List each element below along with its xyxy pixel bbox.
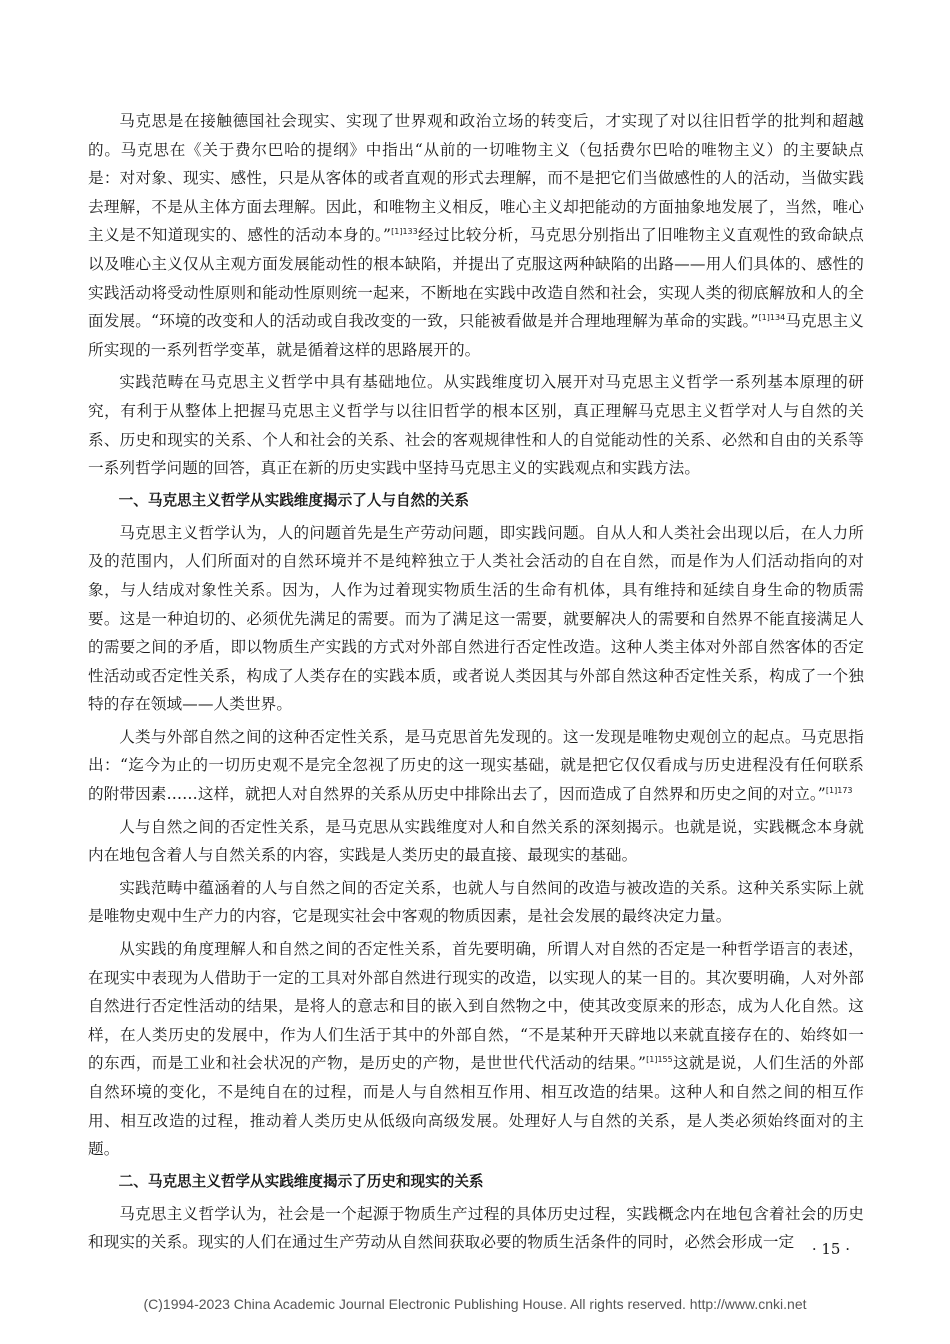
article-body (88, 107, 864, 1257)
paragraph (88, 519, 864, 719)
section-heading-1: 一、马克思主义哲学从实践维度揭示了人与自然的关系 (118, 491, 469, 509)
copyright-footer: (C)1994-2023 China Academic Journal Electronic Publishing House. All rights reserved. http://www.cnki.net (143, 1296, 807, 1312)
paragraph (88, 874, 864, 931)
paragraph (88, 813, 864, 870)
section-heading-2: 二、马克思主义哲学从实践维度揭示了历史和现实的关系 (118, 1172, 484, 1190)
paragraph-text: 马克思主义哲学认为，人的问题首先是生产劳动问题，即实践问题。自从人和人类社会出现以后，在人力所及的范围内，人们所面对的自然环境并不是纯粹独立于人类社会活动的自在自然，而是作为人们活动指向的对象，与人结成对象性关系。因为，人作为过着现实物质生活的生命有机体，具有维持和延续自身生命的物质需要。这是一种迫切的、必须优先满足的需要。而为了满足这一需要，就要解决人的需要和自然界不能直接满足人的需要之间的矛盾，即以物质生产实践的方式对外部自然进行否定性改造。这种人类主体对外部自然客体的否定性活动或否定性关系，构成了人类存在的实践本质，或者说人类因其与外部自然这种否定性关系，构成了一个独特的存在领域——人类世界。 (88, 523, 864, 714)
paragraph (88, 368, 864, 482)
citation-ref: [1]134 (758, 312, 786, 322)
citation-ref: [1]133 (391, 227, 418, 237)
citation-ref: [1]173 (825, 785, 853, 795)
paragraph-text: 马克思主义所实现的一系列哲学变革，就是循着这样的思路展开的。 (88, 312, 864, 359)
paragraph (88, 723, 864, 809)
paragraph (88, 935, 864, 1164)
paragraph-text: 马克思是在接触德国社会现实、实现了世界观和政治立场的转变后，才实现了对以往旧哲学的批判和超越的。马克思在《关于费尔巴哈的提纲》中指出“从前的一切唯物主义（包括费尔巴哈的唯物主义）的主要缺点是：对对象、现实、感性，只是从客体的或者直观的形式去理解，而不是把它们当做感性的人的活动，当做实践去理解，不是从主体方面去理解。因此，和唯物主义相反，唯心主义却把能动的方面抽象地发展了，当然，唯心主义是不知道现实的、感性的活动本身的。” (88, 112, 864, 245)
paragraph-text: 人类与外部自然之间的这种否定性关系，是马克思首先发现的。这一发现是唯物史观创立的起点。马克思指出：“迄今为止的一切历史观不是完全忽视了历史的这一现实基础，就是把它仅仅看成与历史进程没有任何联系的附带因素……这样，就把人对自然界的关系从历史中排除出去了，因而造成了自然界和历史之间的对立。” (88, 727, 864, 804)
page-number: · 15 · (811, 1240, 850, 1258)
citation-ref: [1]155 (646, 1055, 673, 1065)
paragraph-text: 这就是说，人们生活的外部自然环境的变化，不是纯自在的过程，而是人与自然相互作用、相互改造的结果。这种人和自然之间的相互作用、相互改造的过程，推动着人类历史从低级向高级发展。处理好人与自然的关系，是人类必须始终面对的主题。 (88, 1054, 864, 1159)
paragraph (88, 1200, 864, 1257)
paragraph-text: 经过比较分析，马克思分别指出了旧唯物主义直观性的致命缺点以及唯心主义仅从主观方面发展能动性的根本缺陷，并提出了克服这两种缺陷的出路——用人们具体的、感性的实践活动将受动性原则和能动性原则统一起来，不断地在实践中改造自然和社会，实现人类的彻底解放和人的全面发展。“环境的改变和人的活动或自我改变的一致，只能被看做是并合理地理解为革命的实践。” (88, 226, 864, 331)
paragraph-text: 实践范畴在马克思主义哲学中具有基础地位。从实践维度切入展开对马克思主义哲学一系列基本原理的研究，有利于从整体上把握马克思主义哲学与以往旧哲学的根本区别，真正理解马克思主义哲学对人与自然的关系、历史和现实的关系、个人和社会的关系、社会的客观规律性和人的自觉能动性的关系、必然和自由的关系等一系列哲学问题的回答，真正在新的历史实践中坚持马克思主义的实践观点和实践方法。 (88, 373, 864, 478)
section-1-body (88, 519, 864, 1164)
paragraph-text: 人与自然之间的否定性关系，是马克思从实践维度对人和自然关系的深刻揭示。也就是说，实践概念本身就内在地包含着人与自然关系的内容，实践是人类历史的最直接、最现实的基础。 (88, 817, 864, 865)
paragraph (88, 107, 864, 364)
paragraph-text: 马克思主义哲学认为，社会是一个起源于物质生产过程的具体历史过程，实践概念内在地包含着社会的历史和现实的关系。现实的人们在通过生产劳动从自然间获取必要的物质生活条件的同时，必然会形成一定 (88, 1204, 864, 1252)
paragraph-text: 实践范畴中蕴涵着的人与自然之间的否定关系，也就人与自然间的改造与被改造的关系。这种关系实际上就是唯物史观中生产力的内容，它是现实社会中客观的物质因素，是社会发展的最终决定力量。 (88, 878, 864, 926)
intro-section (88, 107, 864, 483)
section-2-body (88, 1200, 864, 1257)
paragraph-text: 从实践的角度理解人和自然之间的否定性关系，首先要明确，所谓人对自然的否定是一种哲学语言的表述，在现实中表现为人借助于一定的工具对外部自然进行现实的改造，以实现人的某一目的。其次要明确，人对外部自然进行否定性活动的结果，是将人的意志和目的嵌入到自然物之中，使其改变原来的形态，成为人化自然。这样，在人类历史的发展中，作为人们生活于其中的外部自然，“不是某种开天辟地以来就直接存在的、始终如一的东西，而是工业和社会状况的产物，是历史的产物，是世世代代活动的结果。” (88, 940, 864, 1073)
